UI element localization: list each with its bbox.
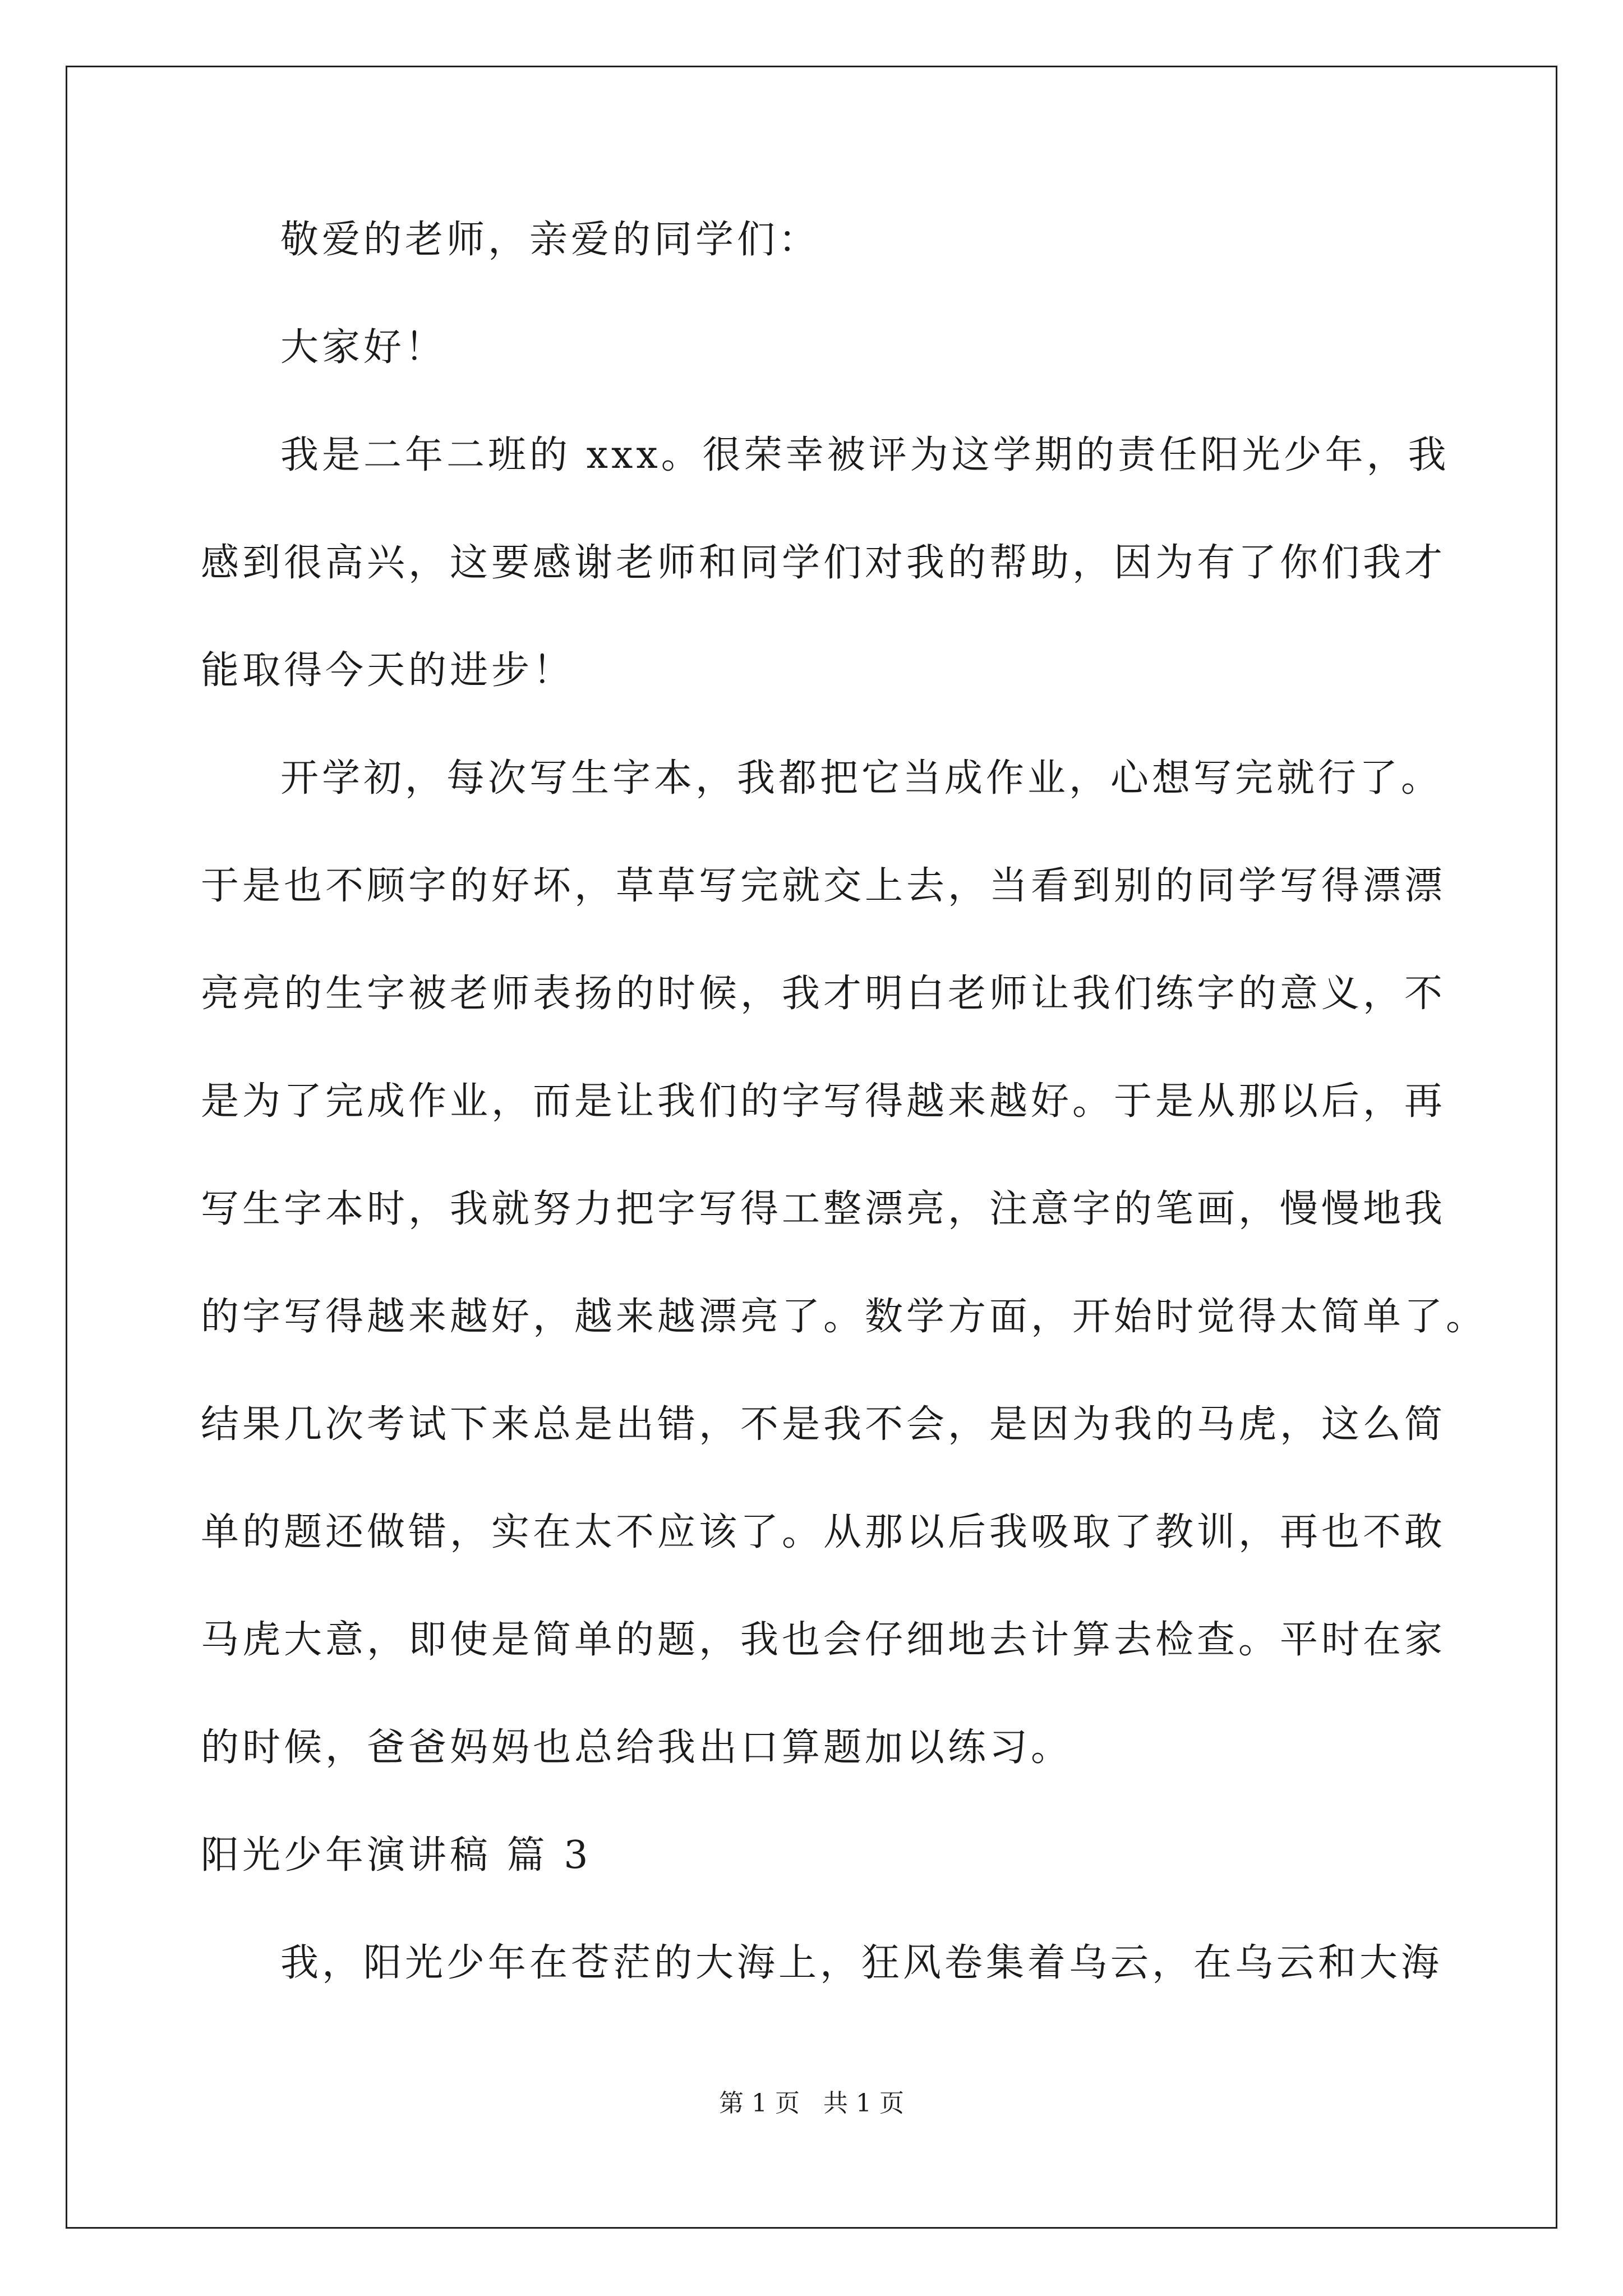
page-number: 第 1 页 — [719, 2089, 800, 2118]
paragraph-line: 单的题还做错，实在太不应该了。从那以后我吸取了教训，再也不敢 — [201, 1510, 1446, 1554]
paragraph-line: 我是二年二班的 xxx。很荣幸被评为这学期的责任阳光少年，我 — [280, 433, 1450, 477]
page-footer — [0, 2087, 1623, 2120]
page-border — [66, 66, 1557, 2229]
salutation-line: 敬爱的老师，亲爱的同学们： — [280, 218, 820, 262]
paragraph-line: 能取得今天的进步！ — [201, 648, 575, 693]
paragraph-line: 感到很高兴，这要感谢老师和同学们对我的帮助，因为有了你们我才 — [201, 541, 1446, 585]
paragraph-line: 亮亮的生字被老师表扬的时候，我才明白老师让我们练字的意义，不 — [201, 972, 1446, 1016]
paragraph-line: 的字写得越来越好，越来越漂亮了。数学方面，开始时觉得太简单了。 — [201, 1295, 1488, 1339]
paragraph-line: 写生字本时，我就努力把字写得工整漂亮，注意字的笔画，慢慢地我 — [201, 1187, 1446, 1231]
paragraph-line: 是为了完成作业，而是让我们的字写得越来越好。于是从那以后，再 — [201, 1079, 1446, 1124]
page-total: 共 1 页 — [823, 2089, 904, 2118]
paragraph-line: 我，阳光少年在苍茫的大海上，狂风卷集着乌云，在乌云和大海 — [280, 1941, 1443, 1985]
paragraph-line: 开学初，每次写生字本，我都把它当成作业，心想写完就行了。 — [280, 756, 1443, 800]
paragraph-line: 马虎大意，即使是简单的题，我也会仔细地去计算去检查。平时在家 — [201, 1618, 1446, 1662]
paragraph-line: 于是也不顾字的好坏，草草写完就交上去，当看到别的同学写得漂漂 — [201, 864, 1446, 908]
paragraph-line: 的时候，爸爸妈妈也总给我出口算题加以练习。 — [201, 1726, 1073, 1770]
paragraph-line: 结果几次考试下来总是出错，不是我不会，是因为我的马虎，这么简 — [201, 1402, 1446, 1447]
greeting-line: 大家好！ — [280, 325, 447, 370]
section-heading: 阳光少年演讲稿 篇 3 — [201, 1833, 592, 1878]
